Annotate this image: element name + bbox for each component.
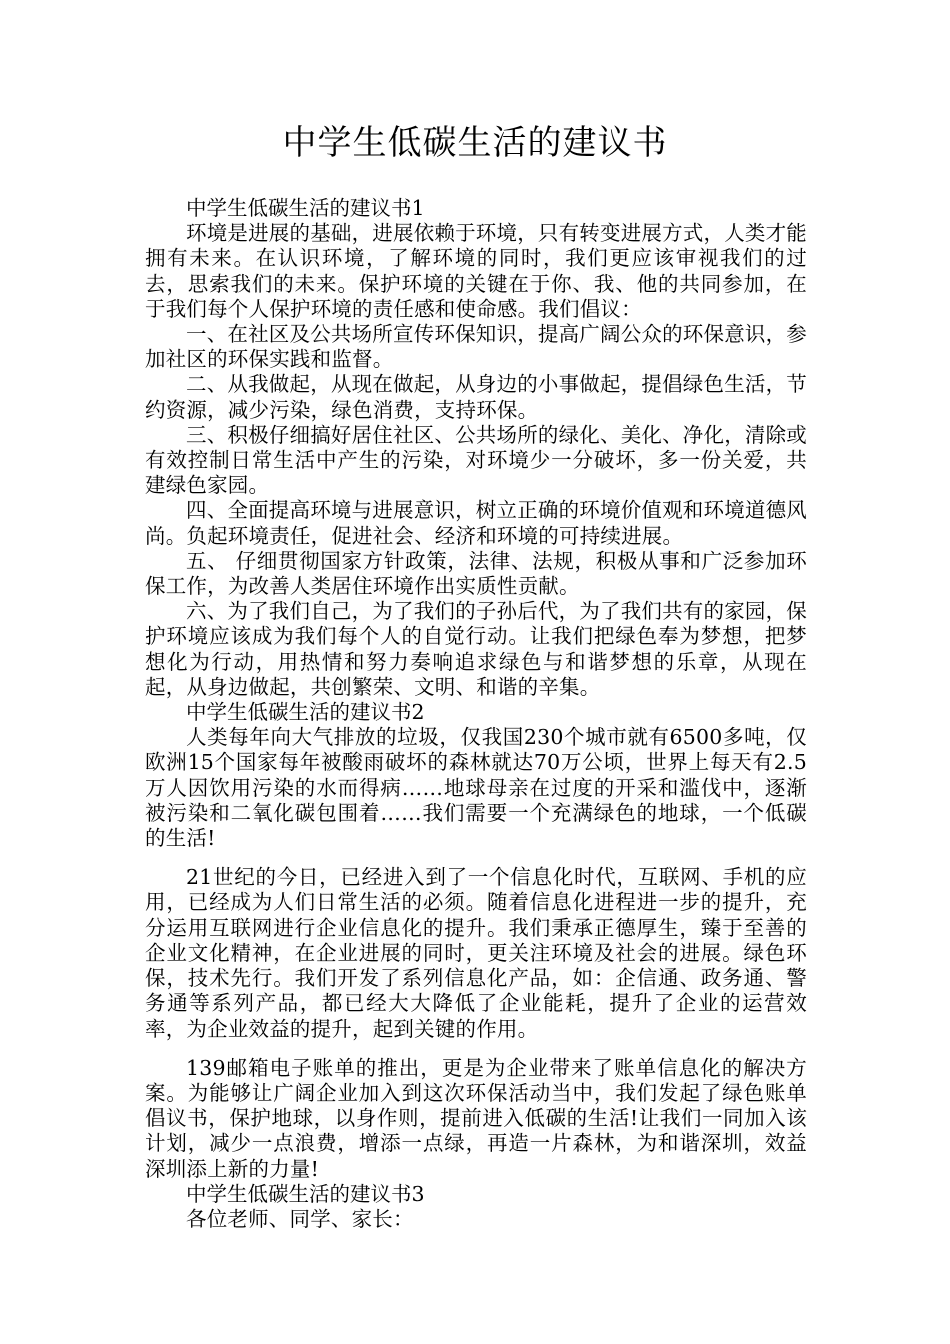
paragraph-139-mailbox: 139邮箱电子账单的推出，更是为企业带来了账单信息化的解决方案。为能够让广阔企业加入到这次环保活动当中，我们发起了绿色账单倡议书，保护地球，以身作则，提前进入低碳的生活!让我们一同加入该计划，减少一点浪费，增添一点绿，再造一片森林，为和谐深圳，效益深圳添上新的力量! <box>145 1055 807 1181</box>
paragraph-item-1: 一、在社区及公共场所宣传环保知识，提高广阔公众的环保意识，参加社区的环保实践和监督。 <box>145 322 807 372</box>
section-heading-2: 中学生低碳生活的建议书2 <box>186 700 425 725</box>
section-heading-1: 中学生低碳生活的建议书1 <box>186 196 425 220</box>
paragraph-item-6: 六、为了我们自己，为了我们的子孙后代，为了我们共有的家园，保护环境应该成为我们每个人的自觉行动。让我们把绿色奉为梦想，把梦想化为行动，用热情和努力奏响追求绿色与和谐梦想的乐章，从现在起，从身边做起，共创繁荣、文明、和谐的辛集。 <box>145 599 807 699</box>
document-body <box>145 196 807 1232</box>
paragraph-item-5: 五、 仔细贯彻国家方针政策，法律、法规，积极从事和广泛参加环保工作，为改善人类居住环境作出实质性贡献。 <box>145 548 807 599</box>
section-heading-3: 中学生低碳生活的建议书3 <box>186 1181 425 1206</box>
paragraph-item-3: 三、积极仔细搞好居住社区、公共场所的绿化、美化、净化，清除或有效控制日常生活中产生的污染，对环境少一分破坏，多一份关爱，共建绿色家园。 <box>145 422 807 498</box>
paragraph-pollution: 人类每年向大气排放的垃圾，仅我国230个城市就有6500多吨，仅欧洲15个国家每年被酸雨破坏的森林就达70万公顷，世界上每天有2.5万人因饮用污染的水而得病……地球母亲在过度的开采和滥伐中，逐渐被污染和二氧化碳包围着……我们需要一个充满绿色的地球，一个低碳的生活! <box>145 725 807 851</box>
document-title: 中学生低碳生活的建议书 <box>282 123 668 163</box>
paragraph-intro: 环境是进展的基础，进展依赖于环境，只有转变进展方式，人类才能拥有未来。在认识环境，了解环境的同时，我们更应该审视我们的过去，思索我们的未来。保护环境的关键在于你、我、他的共同参加，在于我们每个人保护环境的责任感和使命感。我们倡议： <box>145 221 807 321</box>
paragraph-item-4: 四、全面提高环境与进展意识，树立正确的环境价值观和环境道德风尚。负起环境责任，促进社会、经济和环境的可持续进展。 <box>145 498 807 548</box>
paragraph-salutation: 各位老师、同学、家长： <box>186 1206 414 1231</box>
paragraph-item-2: 二、从我做起，从现在做起，从身边的小事做起，提倡绿色生活，节约资源，减少污染，绿色消费，支持环保。 <box>145 372 807 422</box>
paragraph-information-age: 21世纪的今日，已经进入到了一个信息化时代，互联网、手机的应用，已经成为人们日常生活的必须。随着信息化进程进一步的提升，充分运用互联网进行企业信息化的提升。我们秉承正德厚生，臻于至善的企业文化精神，在企业进展的同时，更关注环境及社会的进展。绿色环保，技术先行。我们开发了系列信息化产品，如：企信通、政务通、警务通等系列产品，都已经大大降低了企业能耗，提升了企业的运营效率，为企业效益的提升，起到关键的作用。 <box>145 865 807 1041</box>
